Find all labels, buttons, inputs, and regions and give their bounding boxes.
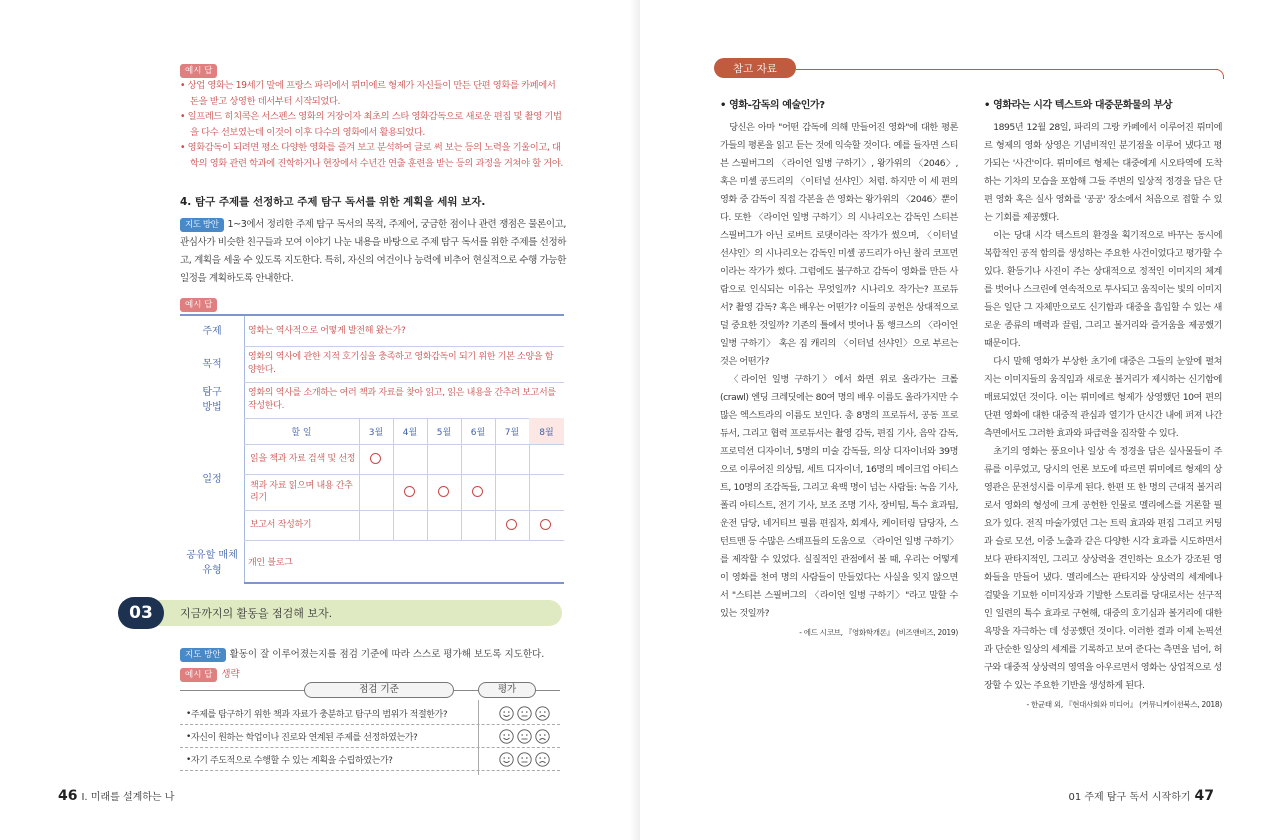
source-citation: - 한균태 외, 『현대사회와 미디어』 (커뮤니케이션북스, 2018) [1026, 700, 1222, 709]
schedule-mark-circle [506, 519, 517, 530]
score-header: 평가 [478, 682, 536, 698]
column-paragraph: 〈라이언 일병 구하기〉에서 화면 위로 올라가는 크롤(crawl) 엔딩 크레딧에는 80여 명의 배우 이름도 올라가지만 수많은 엑스트라의 이름도 보인다. 총 8명의 프로듀서, 공동 프로듀서, 그리고 협력 프로듀서는 촬영 감독, 편집 기사, 음악 감독, 프로덕션 디자이너, 5명의 미술 감독들, 의상 디자이너와 39명으로 이루어진 의상팀, 세트 디자이너, 16명의 메이크업 아티스트, 10명의 조감독들, 그리고 육백 명이 넘는 사람들: 녹음 기사, 폴리 아티스트, 전기 기사, 보조 조명 기사, 장비팀, 특수 효과팀, 운전 담당, 네거티브 필름 편집자, 회계사, 케이터링 담당자, 스턴트맨 등 수많은 스태프들의 도움으로 〈라이언 일병 구하기〉를 제작할 수 있었다. 실질적인 관점에서 볼 때, 우리는 어떻게 이 영화를 천여 명의 사람들이 만들었다는 사실을 잊지 않으면서 "스티븐 스필버그의 〈라이언 일병 구하기〉"라고 말할 수 있는 것일까? [720, 374, 958, 619]
example-answer-text: 생략 [221, 669, 240, 680]
example-answer-item: • 영화감독이 되려면 평소 다양한 영화를 즐겨 보고 분석하여 글로 써 보는 등의 노력을 기울이고, 대학의 영화 관련 학과에 진학하거나 현장에서 수년간 연출 훈련을 받는 등의 과정을 거쳐야 할 거야. [180, 140, 566, 171]
column-title: • 영화-감독의 예술인가? [720, 96, 958, 111]
right-footer [1068, 788, 1214, 804]
month-header: 3월 [368, 427, 384, 438]
plan-schedule-label: 일정 [180, 418, 244, 540]
column-title: • 영화라는 시각 텍스트와 대중문화물의 부상 [984, 96, 1222, 111]
column-paragraph: 이는 당대 시각 텍스트의 환경을 획기적으로 바꾸는 동시에 복합적인 공적 함의를 생성하는 주요한 사건이었다고 평가할 수 있다. 환등기나 사진이 주는 상대적으로 정적인 이미지의 체계를 벗어나 스크린에 연속적으로 투사되고 움직이는 빛의 이미지들은 일단 그 자체만으로도 신기함과 대중을 흡입할 수 있는 새로운 종류의 매력과 끌림, 그리고 볼거리와 즐거움을 제공했기 때문이다. [984, 230, 1222, 349]
reference-label: 참고 자료 [714, 58, 796, 78]
month-header: 6월 [470, 427, 486, 438]
column-paragraph: 당신은 아마 "어떤 감독에 의해 만들어진 영화"에 대한 평론가들의 평론을 읽고 듣는 것에 익숙할 것이다. 예를 들자면 스티븐 스필버그의 〈라이언 일병 구하기〉, 왕가위의 〈2046〉, 혹은 미셸 공드리의 〈이터널 선샤인〉처럼. 하지만 이 세 편의 영화 중 감독이 직접 각본을 쓴 영화는 왕가위의 〈2046〉뿐이다. 또한 〈라이언 일병 구하기〉의 시나리오는 감독인 스티븐 스필버그가 아닌 로버트 로댓이라는 작가가 썼으며, 〈이터널 선샤인〉의 시나리오는 감독인 미셸 공드리가 아닌 찰리 코프먼이라는 작가가 썼다. 그럼에도 불구하고 감독이 영화를 만든 사람으로 인식되는 이유는 무엇일까? 시나리오 작가는? 프로듀서? 촬영 감독? 혹은 배우는 어떤가? 이들의 공헌은 상대적으로 덜 중요한 것일까? 기존의 틀에서 벗어나 톰 행크스의 〈라이언 일병 구하기〉 혹은 짐 캐리의 〈이터널 선샤인〉으로 부르는 것은 어떤가? [720, 122, 958, 367]
schedule-mark-circle [472, 486, 483, 497]
guide-text: 활동이 잘 이루어졌는지를 점검 기준에 따라 스스로 평가해 보도록 지도한다. [229, 649, 545, 660]
month-header: 4월 [402, 427, 418, 438]
plan-topic-value: 영화는 역사적으로 어떻게 발전해 왔는가? [248, 325, 406, 336]
frown-face-icon[interactable] [535, 752, 550, 767]
guide-paragraph [180, 216, 566, 288]
month-header: 8월 [529, 418, 564, 444]
plan-share-value: 개인 블로그 [248, 557, 293, 568]
column-paragraph: 1895년 12월 28일, 파리의 그랑 카페에서 이루어진 뤼미에르 형제의 영화 상영은 기념비적인 분기점을 이루어 냈다고 평가되는 '사건'이다. 뤼미에르 형제는 대중에게 시오타역에 도착하는 기차의 모습을 포함해 그들 주변의 일상적 정경을 담은 단편 영화 혹은 실사 영화를 '공공' 장소에서 처음으로 접할 수 있는 기회를 제공했다. [984, 122, 1222, 223]
question-4-title: 4. 탐구 주제를 선정하고 주제 탐구 독서를 위한 계획을 세워 보자. [180, 196, 486, 208]
example-answer-block [180, 58, 566, 171]
footer-section: I. 미래를 설계하는 나 [81, 792, 175, 803]
reference-header [714, 58, 1224, 82]
check-criterion: 자기 주도적으로 수행할 수 있는 계획을 수립하였는가? [190, 756, 393, 766]
check-criterion: 주제를 탐구하기 위한 책과 자료가 충분하고 탐구의 범위가 적절한가? [190, 710, 448, 720]
page-number: 46 [58, 788, 78, 804]
reading-plan-table [180, 314, 564, 584]
check-row: • 자신이 원하는 학업이나 진로와 연계된 주제를 선정하였는가? [180, 725, 560, 748]
smile-face-icon[interactable] [499, 752, 514, 767]
example-answer-tag: 예시 답 [180, 64, 217, 78]
schedule-task: 책과 자료 읽으며 내용 간추리기 [250, 481, 353, 503]
schedule-mark-circle [404, 486, 415, 497]
column-paragraph: 다시 말해 영화가 부상한 초기에 대중은 그들의 눈앞에 펼쳐지는 이미지들의 움직임과 새로운 볼거리가 제시하는 신기함에 매료되었던 것이다. 이는 뤼미에르 형제가 상영했던 10여 편의 단편 영화에 대한 대중적 관심과 열기가 단시간 내에 퍼져 나간 측면에서도 그러한 효과와 파급력을 짐작할 수 있다. [984, 356, 1222, 439]
schedule-mark-circle [540, 519, 551, 530]
source-citation: - 에드 시코브, 『영화학개론』 (비즈앤비즈, 2019) [799, 628, 958, 637]
plan-method-value: 영화의 역사를 소개하는 여러 책과 자료를 찾아 읽고, 읽은 내용을 간추려 보고서를 작성한다. [248, 388, 556, 411]
example-answer-tag: 예시 답 [180, 668, 217, 682]
rating-faces[interactable] [499, 706, 550, 722]
guide-paragraph [180, 646, 566, 662]
plan-purpose-label: 목적 [180, 346, 244, 382]
smile-face-icon[interactable] [499, 706, 514, 721]
example-answer-list [180, 78, 566, 171]
plan-share-label: 공유할 매체 유형 [180, 540, 244, 586]
schedule-mark-circle [438, 486, 449, 497]
rating-faces[interactable] [499, 729, 550, 745]
reference-column-2 [984, 96, 1222, 710]
left-footer [58, 788, 174, 804]
activity-title: 지금까지의 활동을 점검해 보자. [180, 607, 333, 620]
guide-tag: 지도 방안 [180, 218, 224, 232]
frown-face-icon[interactable] [535, 729, 550, 744]
neutral-face-icon[interactable] [517, 706, 532, 721]
month-header: 7월 [504, 427, 520, 438]
neutral-face-icon[interactable] [517, 729, 532, 744]
guide-tag: 지도 방안 [180, 648, 226, 662]
activity-03-header [118, 597, 562, 629]
right-page [640, 0, 1280, 840]
self-check-table [180, 680, 560, 775]
reference-column-1 [720, 96, 958, 638]
example-answer-tag: 예시 답 [180, 298, 217, 312]
schedule-task: 보고서 작성하기 [250, 520, 312, 530]
check-row: • 주제를 탐구하기 위한 책과 자료가 충분하고 탐구의 범위가 적절한가? [180, 702, 560, 725]
column-paragraph: 초기의 영화는 풍요이나 일상 속 정경을 담은 실사물들이 주류를 이루었고, 당시의 언론 보도에 따르면 뤼미에르 형제의 상영관은 문전성시를 이루게 된다. 한편 또 한 명의 근대적 볼거리로서 영화의 형성에 크게 공헌한 인물로 멜리에스를 거론할 필요가 있다. 전직 마술가였던 그는 트릭 효과와 편집 그리고 커팅과 슬로 모션, 이중 노출과 같은 다양한 시각 효과를 시도하면서 보다 판타지적인, 그리고 상상력을 견인하는 요소가 강조된 영화들을 만들어 냈다. 멜리에스는 판타지와 상상력의 세계에나 걸맞을 기묘한 이미지상과 기발한 스토리를 당대로서는 선구적인 일련의 특수 효과로 구현해, 대중의 호기심과 볼거리에 대한 욕망을 자극하는 데 성공했던 것이다. 이러한 결과 이제 논픽션과 단순한 일상의 세계를 기록하고 보여 준다는 측면을 넘어, 허구와 대중적 상상력의 영역을 아우르면서 영화는 상업적으로 성장할 수 있는 주요한 기반을 생성하게 된다. [984, 446, 1222, 691]
example-answer-item: • 일프레드 히치콕은 서스펜스 영화의 거장이자 최초의 스타 영화감독으로 새로운 편집 및 촬영 기법을 다수 선보였는데 이것이 이후 다수의 영화에서 활용되었다. [180, 109, 566, 140]
footer-section: 01 주제 탐구 독서 시작하기 [1068, 792, 1191, 803]
schedule-mark-circle [370, 453, 381, 464]
rating-faces[interactable] [499, 752, 550, 768]
page-number: 47 [1194, 788, 1214, 804]
schedule-task: 읽을 책과 자료 검색 및 선정 [250, 454, 356, 464]
frown-face-icon[interactable] [535, 706, 550, 721]
guide-text: 1~3에서 정리한 주제 탐구 독서의 목적, 주제어, 궁금한 점이나 관련 쟁점은 물론이고, 관심사가 비슷한 친구들과 모여 이야기 나눈 내용을 바탕으로 주제 탐구 독서를 위한 주제를 선정하고, 계획을 세울 수 있도록 지도한다. 특히, 자신의 여건이나 능력에 비추어 현실적으로 수행 가능한 일정을 계획하도록 안내한다. [180, 219, 566, 284]
example-answer-item: • 상업 영화는 19세기 말에 프랑스 파리에서 뤼미에르 형제가 자신들이 만든 단편 영화를 카페에서 돈을 받고 상영한 데서부터 시작되었다. [180, 78, 566, 109]
month-header: 5월 [436, 427, 452, 438]
smile-face-icon[interactable] [499, 729, 514, 744]
neutral-face-icon[interactable] [517, 752, 532, 767]
check-criterion: 자신이 원하는 학업이나 진로와 연계된 주제를 선정하였는가? [190, 733, 418, 743]
check-row: • 자기 주도적으로 수행할 수 있는 계획을 수립하였는가? [180, 748, 560, 771]
schedule-grid [244, 418, 564, 540]
plan-method-label: 탐구 방법 [180, 382, 244, 418]
activity-number: 03 [118, 597, 164, 629]
schedule-header: 할 일 [291, 427, 312, 438]
plan-topic-label: 주제 [180, 316, 244, 346]
plan-purpose-value: 영화의 역사에 관한 지적 호기심을 충족하고 영화감독이 되기 위한 기본 소양을 함양한다. [248, 352, 554, 375]
criteria-header: 점검 기준 [304, 682, 454, 698]
